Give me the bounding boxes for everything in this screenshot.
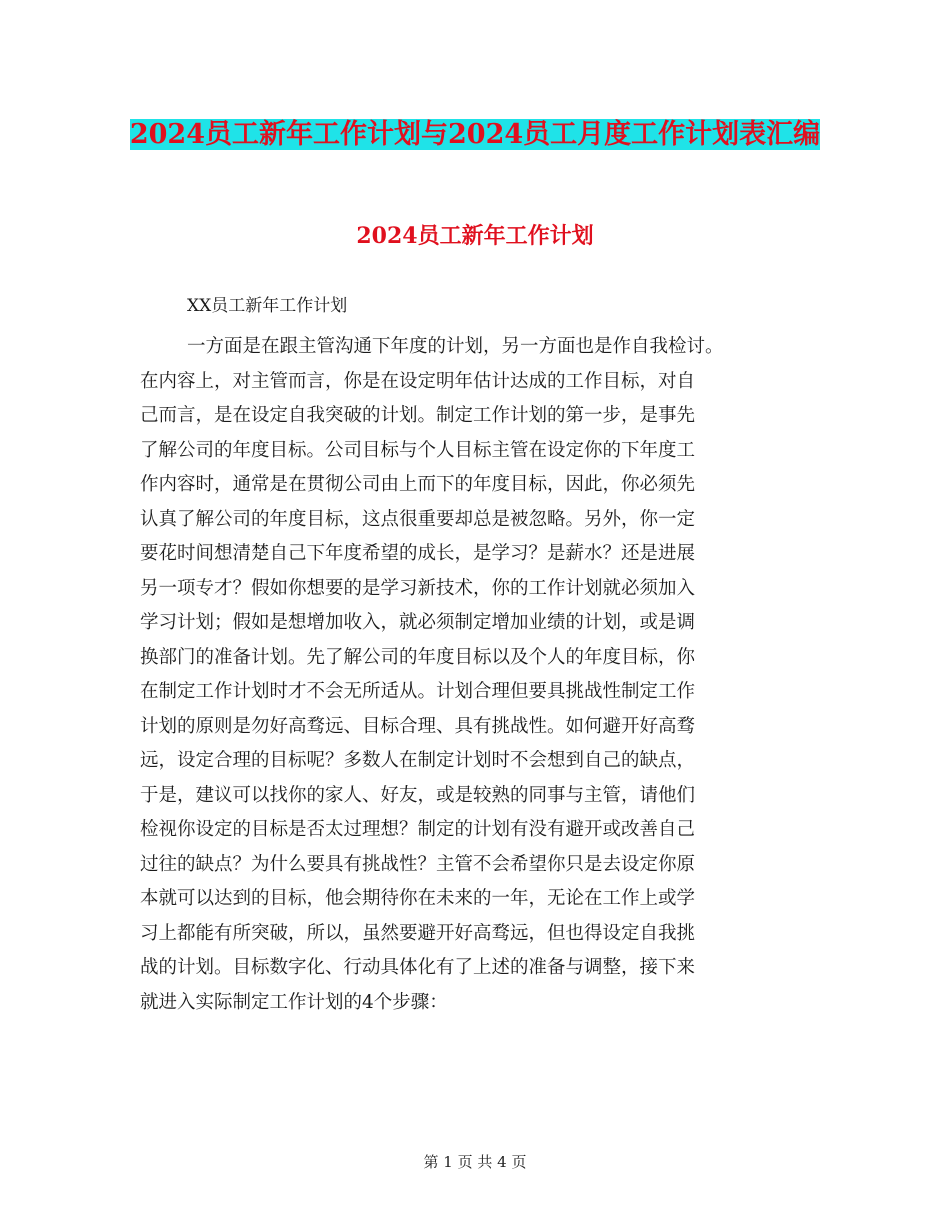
paragraph-line: 在内容上，对主管而言，你是在设定明年估计达成的工作目标，对自 [140,370,696,392]
paragraph-line: 战的计划。目标数字化、行动具体化有了上述的准备与调整，接下来 [140,957,696,978]
paragraph-line: 检视你设定的目标是否太过理想？制定的计划有没有避开或改善自己 [140,819,696,840]
paragraph-line: 己而言，是在设定自我突破的计划。制定工作计划的第一步，是事先 [140,405,696,426]
paragraph-line: 作内容时，通常是在贯彻公司由上而下的年度目标，因此，你必须先 [140,474,696,495]
paragraph-line: 远，设定合理的目标呢？多数人在制定计划时不会想到自己的缺点， [140,750,696,771]
paragraph-line: 习上都能有所突破，所以，虽然要避开好高骛远，但也得设定自我挑 [140,922,696,944]
paragraph-line: 计划的原则是勿好高骛远、目标合理、具有挑战性。如何避开好高骛 [140,715,696,737]
page-footer: 第 1 页 共 4 页 [423,1153,527,1171]
paragraph-line: 另一项专才？假如你想要的是学习新技术，你的工作计划就必须加入 [140,577,696,599]
document-main-title [120,110,830,160]
section-title: 2024员工新年工作计划 [356,223,594,249]
paragraph-line: 学习计划；假如是想增加收入，就必须制定增加业绩的计划，或是调 [140,612,696,633]
paragraph-line: 在制定工作计划时才不会无所适从。计划合理但要具挑战性制定工作 [140,681,696,702]
paragraph-line: 过往的缺点？为什么要具有挑战性？主管不会希望你只是去设定你原 [140,853,696,875]
paragraph-line: 了解公司的年度目标。公司目标与个人目标主管在设定你的下年度工 [140,439,696,461]
paragraph-line: 认真了解公司的年度目标，这点很重要却总是被忽略。另外，你一定 [140,508,696,530]
paragraph-line: 要花时间想清楚自己下年度希望的成长，是学习？是薪水？还是进展 [140,543,696,564]
plan-subheading: XX员工新年工作计划 [187,296,348,316]
paragraph-line: 于是，建议可以找你的家人、好友，或是较熟的同事与主管，请他们 [140,784,696,806]
paragraph-line: 本就可以达到的目标，他会期待你在未来的一年，无论在工作上或学 [140,888,696,909]
highlighted-title-text: 2024员工新年工作计划与2024员工月度工作计划表汇编 [129,119,821,150]
paragraph-line: 换部门的准备计划。先了解公司的年度目标以及个人的年度目标，你 [140,646,696,668]
paragraph-line: 一方面是在跟主管沟通下年度的计划，另一方面也是作自我检讨。 [187,336,724,357]
paragraph-line: 就进入实际制定工作计划的4个步骤： [140,991,448,1013]
body-paragraph [140,330,820,1020]
